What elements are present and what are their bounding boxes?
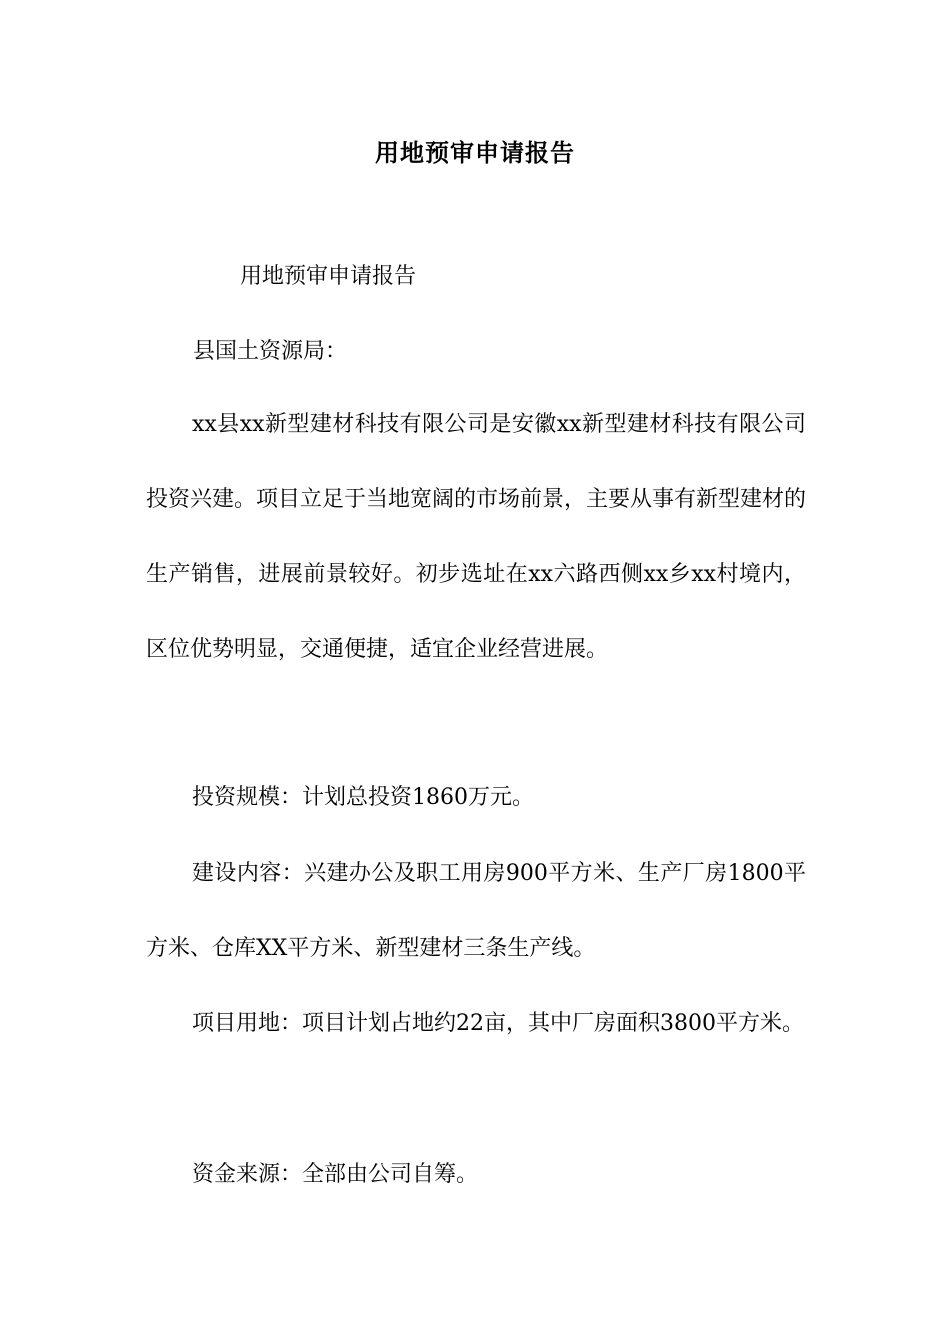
paragraph-land-use: 项目用地：项目计划占地约22亩，其中厂房面积3800平方米。: [192, 1011, 804, 1036]
paragraph-company-intro: xx县xx新型建材科技有限公司是安徽xx新型建材科技有限公司投资兴建。项目立足于当地宽阔的市场前景，主要从事有新型建材的生产销售，进展前景较好。初步选址在xx六路西侧xx乡xx村境内，区位优势明显，交通便捷，适宜企业经营进展。: [146, 412, 807, 662]
document-subtitle: 用地预审申请报告: [240, 264, 417, 289]
addressee: 县国土资源局：: [193, 339, 348, 364]
document-title: 用地预审申请报告: [375, 138, 575, 167]
paragraph-construction-content: 建设内容：兴建办公及职工用房900平方米、生产厂房1800平方米、仓库XX平方米、新型建材三条生产线。: [146, 861, 806, 961]
paragraph-investment-scale: 投资规模：计划总投资1860万元。: [192, 785, 534, 810]
paragraph-fund-source: 资金来源：全部由公司自筹。: [192, 1162, 479, 1187]
